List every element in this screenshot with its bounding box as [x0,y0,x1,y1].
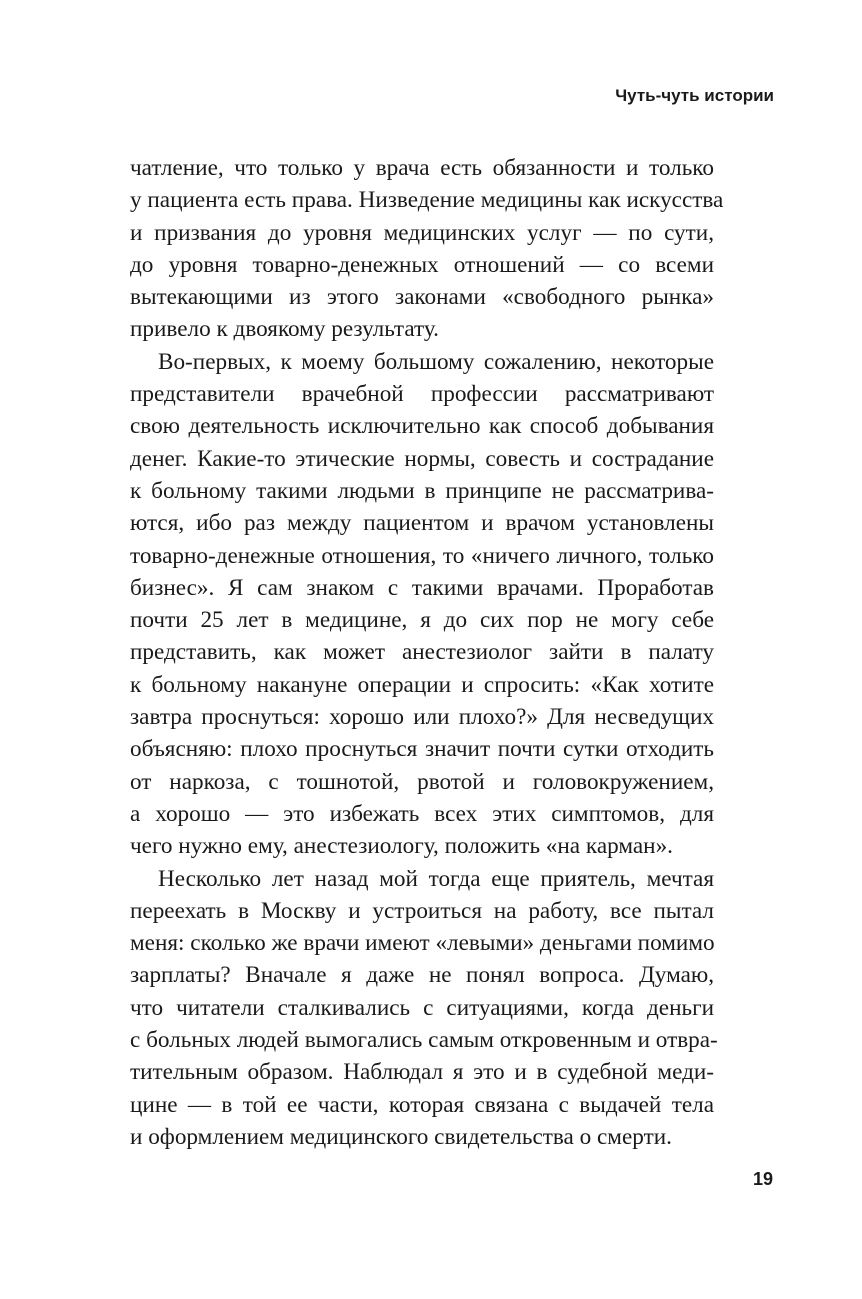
text-line: Во-первых, к моему большому сожалению, некоторые [158,348,714,375]
text-line: свою деятельность исключительно как способ добывания [130,413,714,440]
body-text [130,152,724,1153]
text-line: что читатели сталкивались с ситуациями, когда деньги [130,994,714,1021]
text-line: с больных людей вымогались самым откровенным и отвра- [130,1027,718,1054]
text-line: от наркоза, с тошнотой, рвотой и головокружением, [130,768,714,795]
text-line: к больному накануне операции и спросить: «Как хотите [130,671,714,698]
text-line: чего нужно ему, анестезиологу, положить «на карман». [130,833,673,860]
text-line: меня: сколько же врачи имеют «левыми» деньгами помимо [130,930,715,957]
text-line: Несколько лет назад мой тогда еще приятель, мечтая [158,865,714,892]
text-line: а хорошо — это избежать всех этих симптомов, для [130,800,714,827]
text-line: завтра проснуться: хорошо или плохо?» Для несведущих [130,704,714,731]
running-head-title: Чуть-чуть истории [615,86,774,105]
text-line: переехать в Москву и устроиться на работу, все пытал [130,897,714,924]
page-number: 19 [752,1169,773,1189]
text-line: зарплаты? Вначале я даже не понял вопроса. Думаю, [130,962,714,989]
text-line: представить, как может анестезиолог зайти в палату [130,639,714,666]
text-line: почти 25 лет в медицине, я до сих пор не могу себе [130,607,714,634]
text-line: денег. Какие-то этические нормы, совесть и сострадание [130,445,714,472]
text-line: у пациента есть права. Низведение медицины как искусства [130,187,724,214]
text-line: и призвания до уровня медицинских услуг — по сути, [130,219,714,246]
text-line: вытекающими из этого законами «свободного рынка» [130,284,714,311]
text-line: ются, ибо раз между пациентом и врачом установлены [130,510,714,537]
text-line: объясняю: плохо проснуться значит почти сутки отходить [130,736,714,763]
text-line: и оформлением медицинского свидетельства о смерти. [130,1123,672,1150]
text-line: к больному такими людьми в принципе не рассматрива- [130,477,714,504]
text-line: чатление, что только у врача есть обязанности и только [130,155,714,181]
text-line: тительным образом. Наблюдал я это и в судебной меди- [130,1059,714,1086]
text-line: до уровня товарно-денежных отношений — со всеми [130,251,714,278]
text-line: привело к двоякому результату. [130,316,439,343]
text-line: товарно-денежные отношения, то «ничего личного, только [130,542,714,569]
text-line: бизнес». Я сам знаком с такими врачами. Проработав [130,574,714,601]
text-line: цине — в той ее части, которая связана с выдачей тела [130,1091,714,1118]
text-line: представители врачебной профессии рассматривают [130,381,714,408]
